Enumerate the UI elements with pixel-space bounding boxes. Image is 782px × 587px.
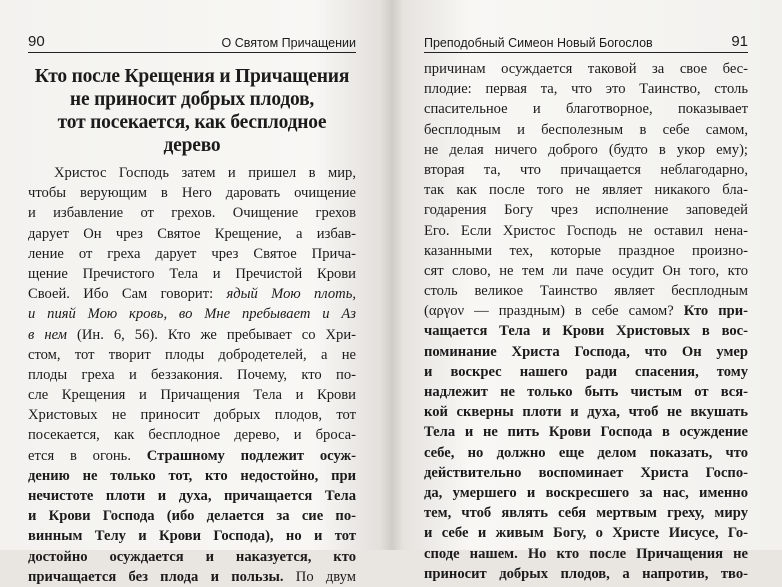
chapter-title-line: тот посекается, как бесплодное <box>57 112 327 133</box>
text-line <box>424 241 748 261</box>
text-segment: (Ин. 6, 56). Кто же пребывает со Хри- <box>67 326 356 343</box>
bold-text: причащается без плода и пользы. <box>28 568 284 585</box>
text-segment: посекается, как бесплодное дерево, и броса- <box>28 427 356 444</box>
text-segment: не делая ничего доброго (будто в укор ему); <box>424 141 748 158</box>
text-line <box>28 284 356 304</box>
text-line <box>424 503 748 523</box>
chapter-title-line: не приносит добрых плодов, <box>69 89 315 110</box>
italic-text: в нем <box>28 326 67 343</box>
bold-text: чащается Тела и Крови Христовых в вос- <box>424 323 748 340</box>
text-segment: ется в огонь. <box>28 447 147 464</box>
text-line <box>28 486 356 506</box>
text-line <box>424 221 748 241</box>
running-head-left <box>28 32 356 53</box>
text-segment: Своей. Ибо Сам говорит: <box>28 286 227 303</box>
text-line <box>28 325 356 345</box>
text-segment: По двум <box>283 568 356 585</box>
bold-text: себе, но должно еще делом показать, что <box>424 444 748 461</box>
bold-text: Страшному подлежит осуж- <box>146 447 356 464</box>
text-segment: бесплодным и бесполезным в себе самом, <box>424 121 748 138</box>
bold-text: Тела и не пить Крови Господа в осуждение <box>424 424 748 441</box>
text-line <box>28 567 356 587</box>
bold-text: винным Телу и Крови Господа), но и тот <box>28 528 356 545</box>
text-line <box>28 183 356 203</box>
bold-text: поминание Христа Господа, что Он умер <box>424 343 748 360</box>
text-line <box>28 405 356 425</box>
bold-text: и Крови Господа (ибо делается за сие по- <box>28 508 356 525</box>
text-segment: годарения Богу чрез исполнение заповедей <box>424 202 748 219</box>
bold-text: дению не только тот, кто недостойно, при <box>28 467 356 484</box>
bold-text: Кто при- <box>683 303 748 320</box>
bold-text: кой скверны плоти и духа, чтоб не вкушать <box>424 404 748 421</box>
text-line <box>28 365 356 385</box>
bold-text: да, умершего и воскресшего за нас, именно <box>424 484 748 501</box>
text-line <box>424 523 748 543</box>
text-line <box>28 526 356 546</box>
chapter-title <box>28 65 356 157</box>
text-segment: плоды греха и беззакония. Почему, кто по- <box>28 366 356 383</box>
text-line <box>28 244 356 264</box>
running-head-title-right: Преподобный Симеон Новый Богослов <box>424 36 653 50</box>
text-segment: причинам осуждается таковой за свое бес- <box>424 61 748 77</box>
text-line <box>28 224 356 244</box>
text-segment: столь великое Таинство являет бесплодным <box>424 283 748 300</box>
chapter-title-line: Кто после Крещения и Причащения <box>34 66 350 87</box>
italic-text: и пияй Мою кровь, во Мне пребывает и Аз <box>28 306 356 323</box>
text-line <box>424 200 748 220</box>
text-line <box>424 120 748 140</box>
bold-text: и себе и живым Богу, о Христе Иисусе, Го- <box>424 525 748 542</box>
text-segment: сят слово, не тем ли паче осудит Он того, кто <box>424 262 748 279</box>
page-number-right: 91 <box>731 33 748 50</box>
text-segment: казанными тех, которые праздное произно- <box>424 242 748 259</box>
bold-text: достойно осуждается и наказуется, кто <box>28 548 356 565</box>
bold-text: надлежит не только быть чистым от вся- <box>424 384 748 400</box>
text-line <box>28 466 356 486</box>
text-line <box>28 506 356 526</box>
text-line <box>28 446 356 466</box>
text-line <box>424 180 748 200</box>
text-segment: дарует Он чрез Святое Крещение, а избав- <box>28 225 356 242</box>
text-line <box>424 362 748 382</box>
bold-text: и воскрес нашего ради спасения, тому <box>424 363 748 380</box>
text-segment: Христос Господь затем и пришел в мир, <box>54 165 356 181</box>
text-line <box>28 345 356 365</box>
page-number-left: 90 <box>28 33 45 50</box>
text-line <box>424 99 748 119</box>
text-segment: ление от греха дарует чрез Святое Прича- <box>28 245 356 262</box>
text-segment: и избавление от грехов. Очищение грехов <box>28 205 356 222</box>
text-line <box>424 140 748 160</box>
bold-text: нечистоте плоти и духа, причащается Тела <box>28 488 356 504</box>
text-line <box>28 203 356 223</box>
running-head-title-left: О Святом Причащении <box>221 36 356 50</box>
text-line <box>424 261 748 281</box>
text-line <box>424 160 748 180</box>
text-segment: Его. Если Христос Господь не оставил нена- <box>424 222 748 239</box>
text-line <box>28 264 356 284</box>
chapter-title-line: дерево <box>163 135 221 156</box>
text-segment: плодие: первая та, что это Таинство, столь <box>424 81 748 98</box>
text-line <box>424 79 748 99</box>
bold-text: сподe нашем. <box>424 545 528 562</box>
text-line <box>424 321 748 341</box>
text-segment: (αργον — праздным) в себе самом? <box>424 303 684 320</box>
text-line <box>424 281 748 301</box>
text-line <box>424 443 748 463</box>
left-body-text <box>28 163 356 587</box>
text-segment: чтобы верующим в Него даровать очищение <box>28 185 356 202</box>
right-page <box>392 0 782 582</box>
text-line <box>28 425 356 445</box>
bold-text: тем, чтоб являть себя мертвым греху, миру <box>424 505 748 522</box>
text-line <box>28 385 356 405</box>
italic-text: ядый Мою плоть, <box>226 286 356 303</box>
text-line <box>424 382 748 402</box>
text-line <box>424 301 748 321</box>
text-line <box>424 483 748 503</box>
text-line <box>424 59 748 79</box>
running-head-right <box>424 32 748 53</box>
text-segment: вторая та, что причащается неблагодарно, <box>424 161 748 178</box>
right-body-text <box>424 59 748 584</box>
text-line <box>28 163 356 183</box>
bold-text: приносит добрых плодов, а напротив, тво- <box>424 565 748 582</box>
text-segment: Христовых не приносит добрых плодов, тот <box>28 407 356 424</box>
bold-text: Но кто после Причащения не <box>527 545 748 562</box>
text-line <box>424 564 748 584</box>
bold-text: действительно воспоминает Христа Госпо- <box>424 464 748 481</box>
text-segment: спасительное и благотворное, показывает <box>424 101 748 118</box>
text-line <box>424 463 748 483</box>
text-segment: стом, тот творит плоды добродетелей, а не <box>28 346 356 363</box>
left-page <box>0 0 392 585</box>
text-segment: сле Крещения и Причащения Тела и Крови <box>28 387 356 404</box>
text-line <box>424 544 748 564</box>
text-line <box>424 422 748 442</box>
text-line <box>28 304 356 324</box>
text-segment: так как после того не являет никакого бла- <box>424 182 748 199</box>
text-segment: щение Пречистого Тела и Пречистой Крови <box>28 265 356 282</box>
text-line <box>424 402 748 422</box>
text-line <box>424 342 748 362</box>
